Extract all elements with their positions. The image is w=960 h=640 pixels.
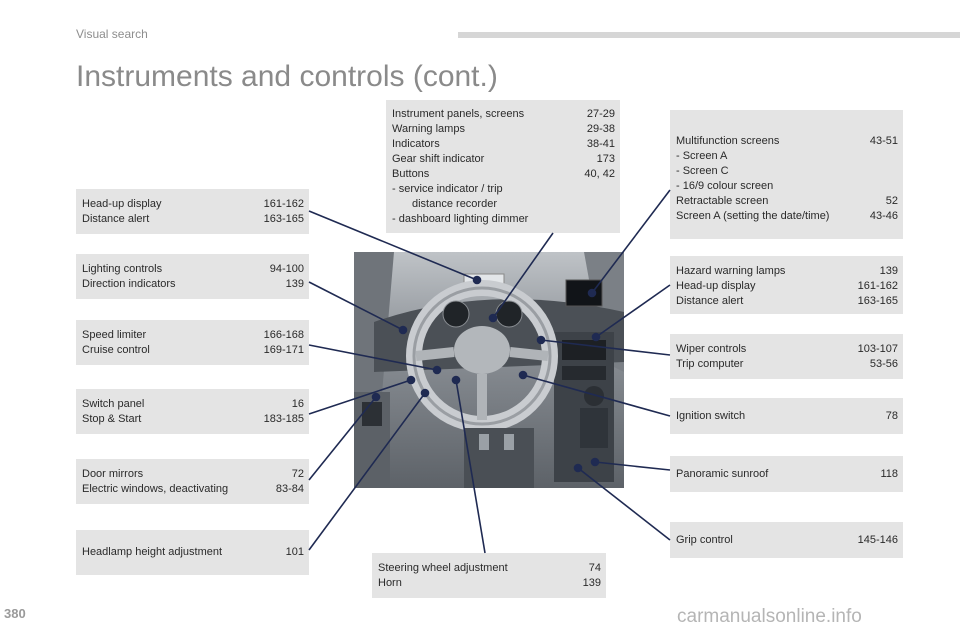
callout-dot xyxy=(490,315,497,322)
callout-dot xyxy=(593,334,600,341)
box-row: Stop & Start 183-185 xyxy=(82,413,304,425)
box-subitem: - Screen C xyxy=(676,165,729,177)
box-row: Gear shift indicator 173 xyxy=(392,153,615,165)
box-row: Instrument panels, screens 27-29 xyxy=(392,108,615,120)
callout-dot xyxy=(434,367,441,374)
box-row: Steering wheel adjustment 74 xyxy=(378,562,601,574)
callout-dot xyxy=(538,337,545,344)
box-row: Trip computer 53-56 xyxy=(676,358,898,370)
box-row: Cruise control 169-171 xyxy=(82,344,304,356)
box-row: Switch panel 16 xyxy=(82,398,304,410)
box-row: Head-up display 161-162 xyxy=(82,198,304,210)
callout-dot xyxy=(575,465,582,472)
box-row: Multifunction screens 43-51 xyxy=(676,135,898,147)
box-subitem: distance recorder xyxy=(412,198,497,210)
callout-line-hazard xyxy=(596,285,670,337)
callout-dot xyxy=(474,277,481,284)
callout-line-switch-panel xyxy=(309,380,411,414)
box-row: Speed limiter 166-168 xyxy=(82,329,304,341)
callout-line-lighting xyxy=(309,282,403,330)
box-row: Distance alert 163-165 xyxy=(676,295,898,307)
callout-dot xyxy=(373,394,380,401)
callout-dot xyxy=(400,327,407,334)
box-row: Panoramic sunroof 118 xyxy=(676,468,898,480)
box-row: Lighting controls 94-100 xyxy=(82,263,304,275)
callout-line-ignition xyxy=(523,375,670,416)
callout-dot xyxy=(589,290,596,297)
callout-line-speed-limiter xyxy=(309,345,437,370)
box-row: Ignition switch 78 xyxy=(676,410,898,422)
page-number: 380 xyxy=(4,606,26,621)
callout-line-multifunction xyxy=(592,190,670,293)
box-row: Head-up display 161-162 xyxy=(676,280,898,292)
box-subitem: - Screen A xyxy=(676,150,728,162)
callout-line-wiper xyxy=(541,340,670,355)
callout-dot xyxy=(592,459,599,466)
callout-dot xyxy=(453,377,460,384)
callout-line-door-mirrors xyxy=(309,397,376,480)
box-row: Direction indicators 139 xyxy=(82,278,304,290)
box-row: Electric windows, deactivating 83-84 xyxy=(82,483,304,495)
box-row: Screen A (setting the date/time) 43-46 xyxy=(676,210,898,222)
box-row: Wiper controls 103-107 xyxy=(676,343,898,355)
callout-dot xyxy=(520,372,527,379)
callout-dot xyxy=(422,390,429,397)
box-row: Door mirrors 72 xyxy=(82,468,304,480)
box-row: Headlamp height adjustment 101 xyxy=(82,546,304,558)
box-row: Buttons 40, 42 xyxy=(392,168,615,180)
page-title: Instruments and controls (cont.) xyxy=(76,60,498,93)
box-row: Hazard warning lamps 139 xyxy=(676,265,898,277)
callout-line-steering-wheel xyxy=(456,380,485,553)
box-row: Indicators 38-41 xyxy=(392,138,615,150)
box-subitem: - 16/9 colour screen xyxy=(676,180,774,192)
callout-line-head-up-display xyxy=(309,211,477,280)
callout-line-sunroof xyxy=(595,462,670,470)
watermark: carmanualsonline.info xyxy=(677,606,862,627)
box-subitem: - dashboard lighting dimmer xyxy=(392,213,529,225)
box-row: Warning lamps 29-38 xyxy=(392,123,615,135)
callout-line-grip xyxy=(578,468,670,540)
callout-line-headlamp xyxy=(309,393,425,550)
box-row: Retractable screen 52 xyxy=(676,195,898,207)
box-row: Horn 139 xyxy=(378,577,601,589)
callout-line-instrument-panels xyxy=(493,233,553,318)
box-row: Distance alert 163-165 xyxy=(82,213,304,225)
box-subitem: - service indicator / trip xyxy=(392,183,503,195)
section-label: Visual search xyxy=(76,27,148,41)
callout-dot xyxy=(408,377,415,384)
box-row: Grip control 145-146 xyxy=(676,534,898,546)
